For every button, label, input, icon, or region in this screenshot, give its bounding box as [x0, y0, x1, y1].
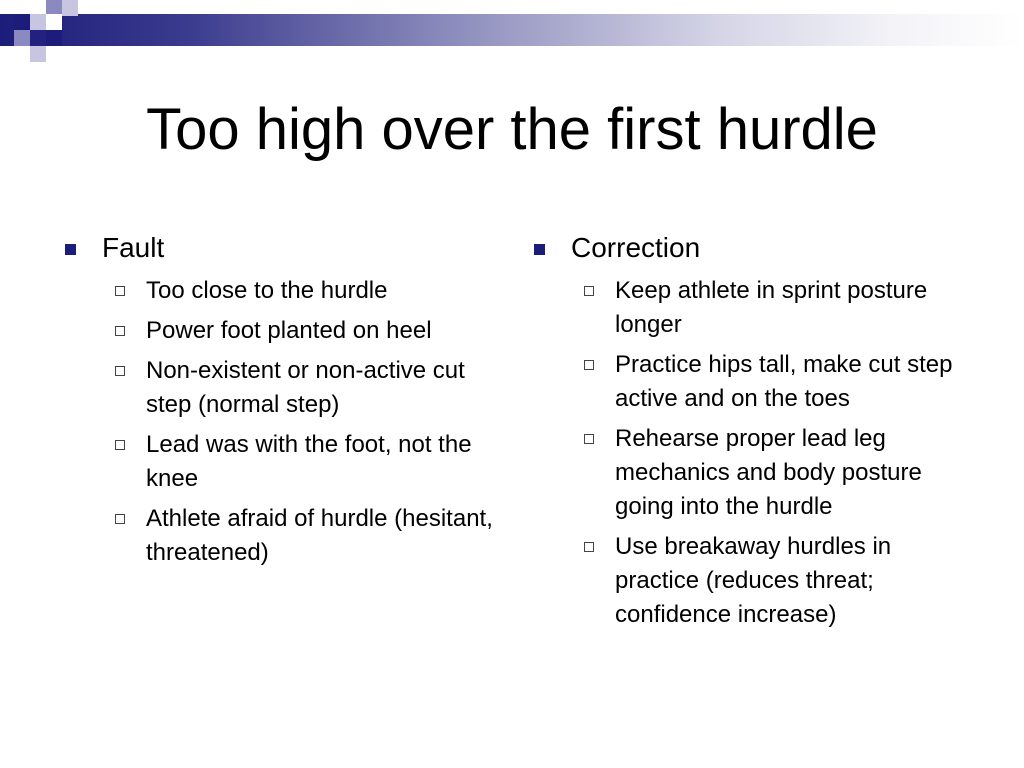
list-item — [60, 354, 500, 422]
list-item — [60, 502, 500, 570]
list-item-text: Athlete afraid of hurdle (hesitant, threatened) — [146, 505, 493, 566]
hollow-square-bullet-icon — [584, 286, 594, 296]
correction-heading-text: Correction — [571, 232, 701, 263]
list-item-text: Use breakaway hurdles in practice (reduces threat; confidence increase) — [615, 533, 892, 628]
fault-heading — [60, 228, 500, 268]
list-item-text: Power foot planted on heel — [146, 317, 432, 344]
list-item — [529, 530, 969, 632]
decor-square — [46, 14, 62, 30]
fault-column — [60, 228, 500, 576]
list-item-text: Non-existent or non-active cut step (normal step) — [146, 357, 465, 418]
list-item — [529, 348, 969, 416]
header-gradient-bar — [0, 14, 1024, 46]
hollow-square-bullet-icon — [115, 366, 125, 376]
list-item — [529, 274, 969, 342]
fault-heading-text: Fault — [102, 232, 165, 263]
square-bullet-icon — [534, 244, 545, 255]
hollow-square-bullet-icon — [115, 286, 125, 296]
list-item — [529, 422, 969, 524]
decor-square — [46, 30, 62, 46]
hollow-square-bullet-icon — [584, 542, 594, 552]
correction-list — [529, 274, 969, 632]
decor-square — [30, 14, 46, 30]
list-item-text: Lead was with the foot, not the knee — [146, 431, 472, 492]
hollow-square-bullet-icon — [115, 440, 125, 450]
hollow-square-bullet-icon — [584, 360, 594, 370]
slide-title: Too high over the first hurdle — [146, 97, 878, 162]
decor-square — [62, 0, 78, 16]
list-item-text: Keep athlete in sprint posture longer — [615, 277, 928, 338]
list-item-text: Practice hips tall, make cut step active and on the toes — [615, 351, 953, 412]
list-item-text: Rehearse proper lead leg mechanics and body posture going into the hurdle — [615, 425, 922, 520]
decor-square — [14, 14, 30, 30]
hollow-square-bullet-icon — [115, 514, 125, 524]
square-bullet-icon — [65, 244, 76, 255]
hollow-square-bullet-icon — [115, 326, 125, 336]
correction-heading — [529, 228, 969, 268]
correction-column — [529, 228, 969, 638]
decor-square — [30, 46, 46, 62]
fault-list — [60, 274, 500, 570]
hollow-square-bullet-icon — [584, 434, 594, 444]
list-item-text: Too close to the hurdle — [146, 277, 388, 304]
list-item — [60, 274, 500, 308]
list-item — [60, 428, 500, 496]
decor-square — [14, 30, 30, 46]
list-item — [60, 314, 500, 348]
